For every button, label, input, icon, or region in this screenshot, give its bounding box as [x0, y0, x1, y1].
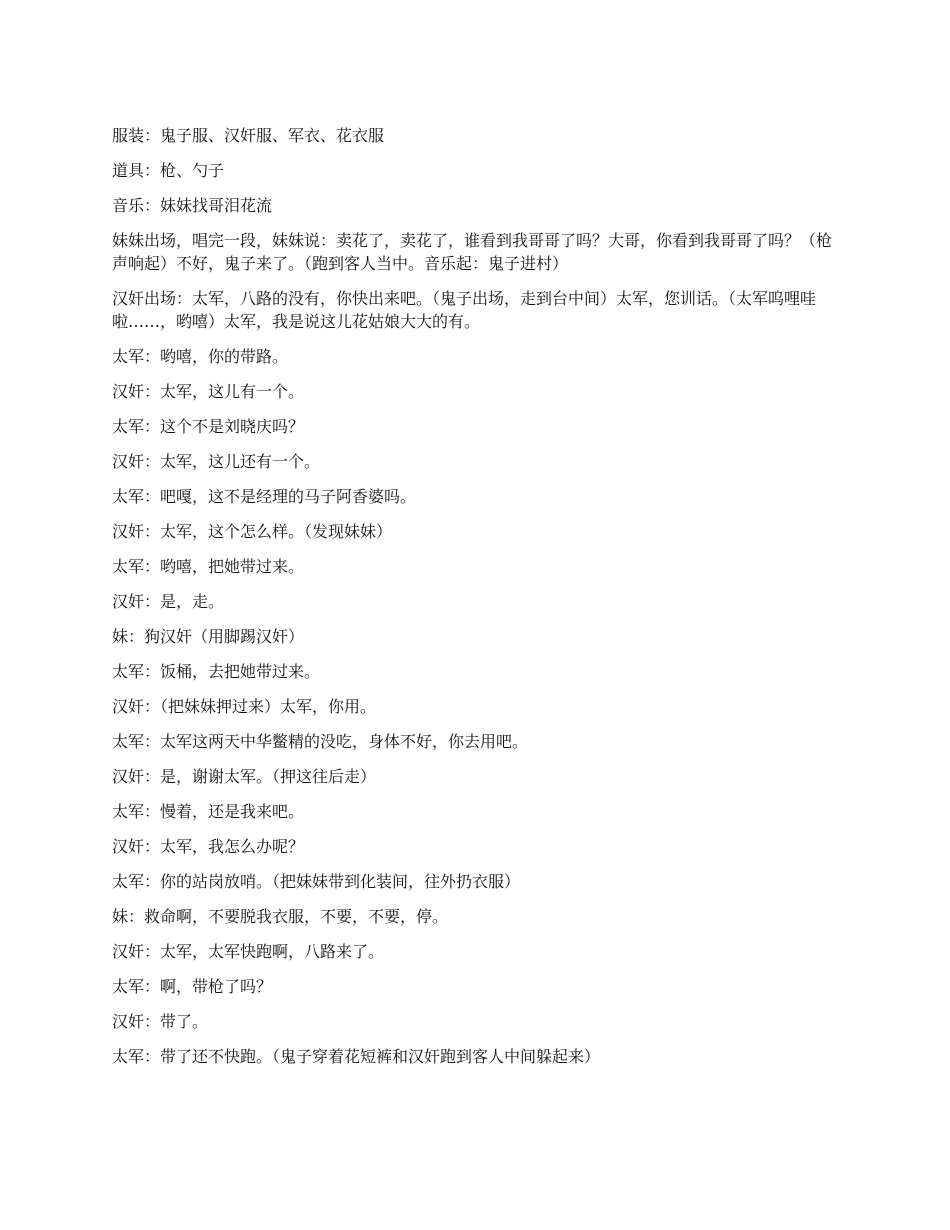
music-line: 音乐：妹妹找哥泪花流	[112, 196, 273, 215]
script-paragraph: 汉奸出场：太军，八路的没有，你快出来吧。（鬼子出场，走到台中间）太军，您训话。（太军呜哩哇啦……，哟嘻）太军，我是说这儿花姑娘大大的有。	[112, 289, 817, 331]
dialogue-line: 太军：哟嘻，你的带路。	[112, 347, 289, 366]
props-line: 道具：枪、勺子	[112, 161, 225, 180]
dialogue-line: 汉奸：是，谢谢太军。（押这往后走）	[112, 767, 377, 786]
dialogue-line: 太军：吧嘎，这不是经理的马子阿香婆吗。	[112, 487, 417, 506]
dialogue-line: 太军：你的站岗放哨。（把妹妹带到化装间，往外扔衣服）	[112, 872, 521, 891]
dialogue-line: 汉奸：太军，这儿有一个。	[112, 382, 305, 401]
dialogue-line: 太军：带了还不快跑。（鬼子穿着花短裤和汉奸跑到客人中间躲起来）	[112, 1047, 601, 1066]
dialogue-line: 汉奸：太军，这个怎么样。（发现妹妹）	[112, 522, 393, 541]
dialogue-line: 汉奸：太军，这儿还有一个。	[112, 452, 321, 471]
costume-line: 服装：鬼子服、汉奸服、军衣、花衣服	[112, 126, 385, 145]
dialogue-line: 妹：狗汉奸（用脚踢汉奸）	[112, 627, 305, 646]
dialogue-line: 太军：哟嘻，把她带过来。	[112, 557, 305, 576]
dialogue-line: 太军：这个不是刘晓庆吗？	[112, 417, 305, 436]
dialogue-line: 汉奸：（把妹妹押过来）太军，你用。	[112, 697, 377, 716]
dialogue-line: 太军：饭桶，去把她带过来。	[112, 662, 321, 681]
dialogue-line: 妹：救命啊，不要脱我衣服，不要，不要，停。	[112, 907, 449, 926]
dialogue-line: 太军：太军这两天中华鳖精的没吃，身体不好，你去用吧。	[112, 732, 529, 751]
document-body	[112, 124, 842, 1080]
dialogue-line: 汉奸：太军，我怎么办呢？	[112, 837, 305, 856]
dialogue-line: 汉奸：是，走。	[112, 592, 225, 611]
dialogue-line: 汉奸：带了。	[112, 1012, 209, 1031]
dialogue-line: 汉奸：太军，太军快跑啊，八路来了。	[112, 942, 385, 961]
dialogue-line: 太军：慢着，还是我来吧。	[112, 802, 305, 821]
dialogue-line: 太军：啊，带枪了吗？	[112, 977, 273, 996]
script-paragraph: 妹妹出场，唱完一段，妹妹说：卖花了，卖花了，谁看到我哥哥了吗？大哥，你看到我哥哥了吗？（枪声响起）不好，鬼子来了。（跑到客人当中。音乐起：鬼子进村）	[112, 231, 833, 273]
